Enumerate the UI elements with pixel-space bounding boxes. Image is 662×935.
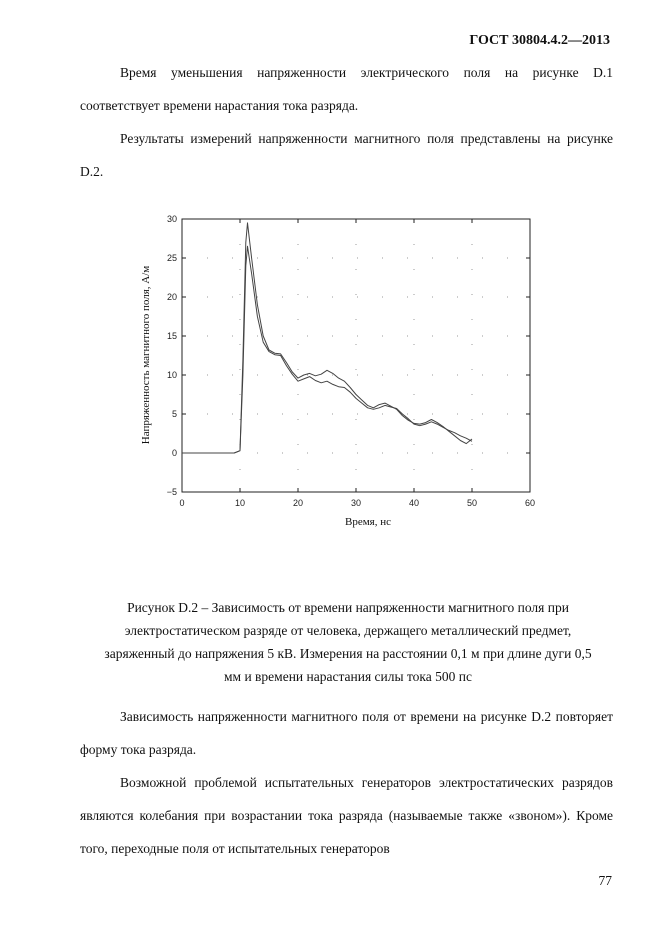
figure-caption [78, 596, 618, 688]
figure-d2 [125, 210, 555, 540]
y-tick-label: 10 [166, 370, 177, 380]
document-header: ГОСТ 30804.4.2—2013 [469, 33, 610, 48]
y-tick-label: 25 [166, 253, 177, 263]
x-tick-label: 40 [408, 498, 420, 508]
page-number: 77 [598, 873, 612, 888]
x-axis-label: Время, нс [344, 516, 392, 528]
paragraph-2 [80, 122, 613, 188]
y-tick-label: 0 [171, 448, 177, 458]
x-tick-label: 0 [179, 498, 185, 508]
paragraph-3 [80, 700, 613, 766]
paragraph-4 [80, 766, 613, 865]
series-line-2 [182, 223, 472, 453]
y-axis-label: Напряженность магнитного поля, А/м [140, 265, 152, 445]
x-tick-label: 60 [524, 498, 536, 508]
x-tick-label: 30 [350, 498, 362, 508]
caption-line-1: Рисунок D.2 – Зависимость от времени напряженности магнитного поля при [127, 600, 569, 615]
x-tick-label: 50 [466, 498, 478, 508]
axis-ticks [167, 214, 535, 508]
caption-line-2: электростатическом разряде от человека, держащего металлический предмет, [124, 623, 572, 638]
x-tick-label: 10 [234, 498, 246, 508]
paragraph-2-text: Результаты измерений напряженности магнитного поля представлены на рисунке D.2. [80, 131, 613, 179]
paragraph-4-text: Возможной проблемой испытательных генераторов электростатических разрядов являются колебания при возрастании тока разряда (называемые также «звоном»). Кроме того, переходные поля от испытательных генераторов [80, 775, 613, 856]
caption-line-4: мм и времени нарастания силы тока 500 пс [223, 669, 472, 684]
x-tick-label: 20 [292, 498, 304, 508]
grid [182, 219, 530, 492]
plot-frame [182, 219, 530, 492]
series-line-1 [182, 246, 472, 453]
y-tick-label: −5 [166, 487, 177, 497]
y-tick-label: 15 [166, 331, 177, 341]
paragraph-3-text: Зависимость напряженности магнитного поля от времени на рисунке D.2 повторяет форму тока разряда. [80, 709, 613, 757]
y-tick-label: 20 [166, 292, 177, 302]
paragraph-1 [80, 56, 613, 122]
magnetic-field-chart [125, 210, 555, 540]
caption-line-3: заряженный до напряжения 5 кВ. Измерения на расстоянии 0,1 м при длине дуги 0,5 [104, 646, 592, 661]
paragraph-1-text: Время уменьшения напряженности электрического поля на рисунке D.1 соответствует времени нарастания тока разряда. [80, 65, 613, 113]
y-tick-label: 30 [166, 214, 177, 224]
y-tick-label: 5 [171, 409, 177, 419]
series-lines [182, 223, 472, 453]
